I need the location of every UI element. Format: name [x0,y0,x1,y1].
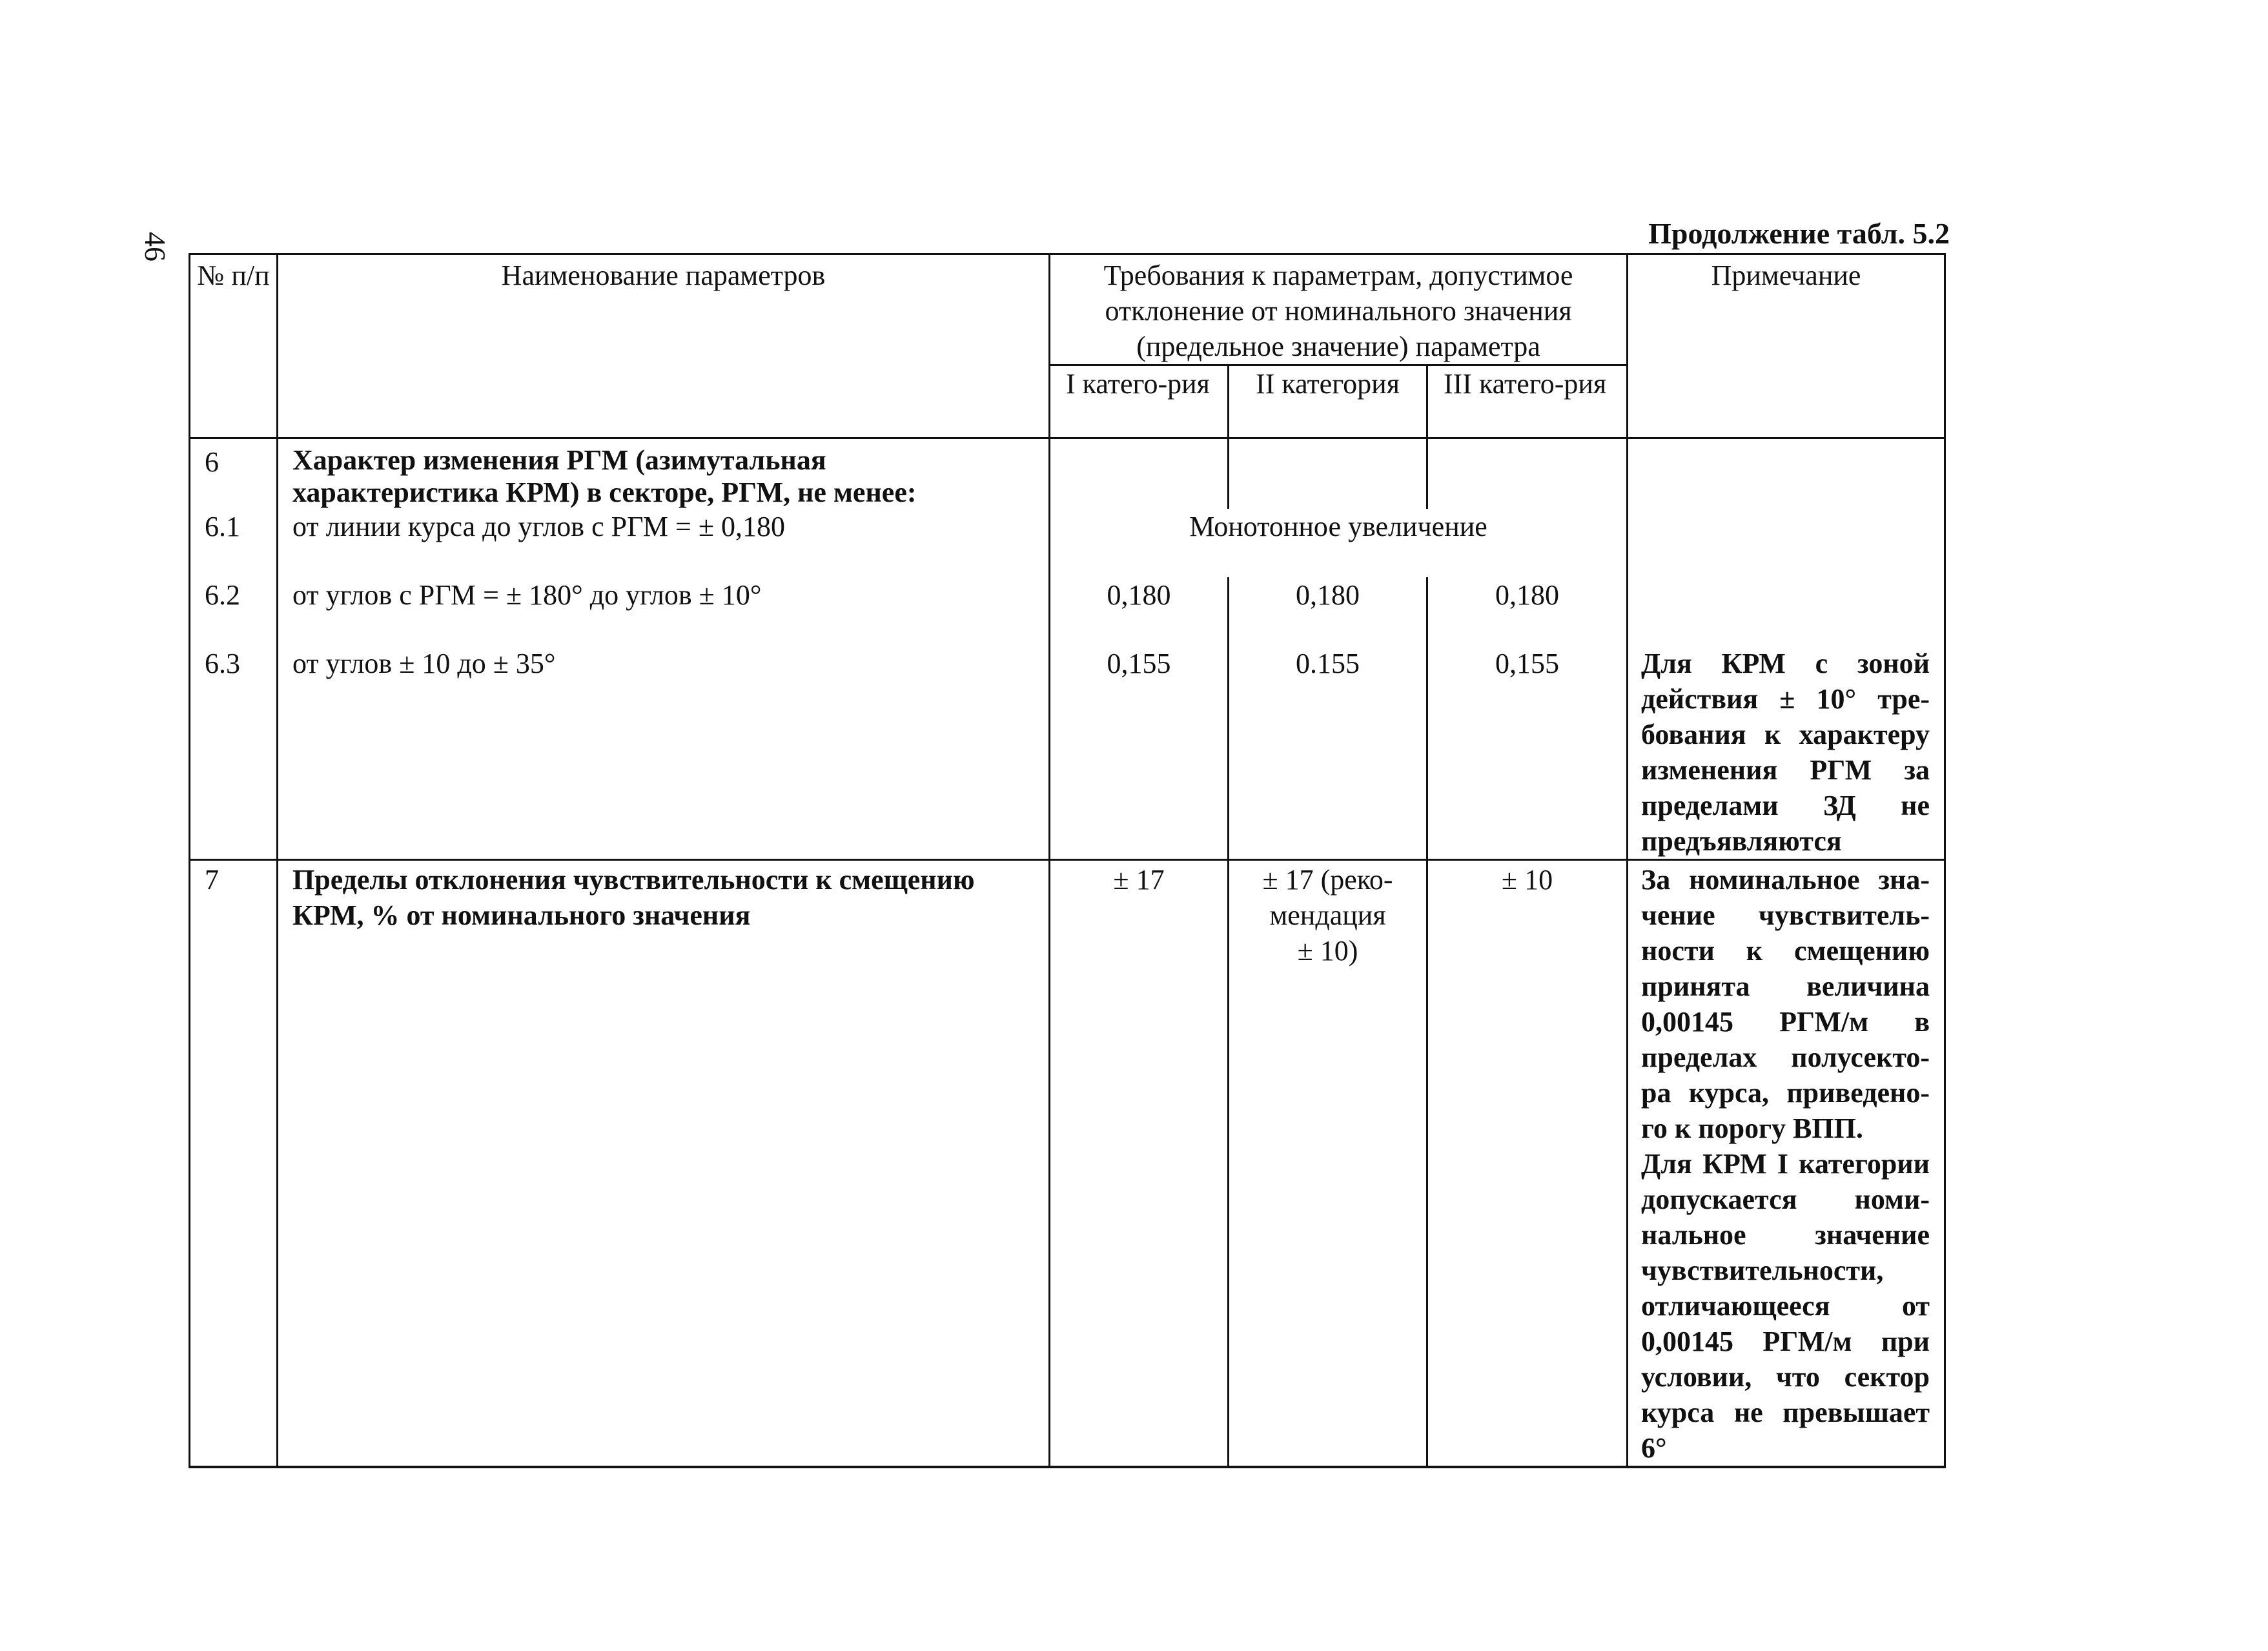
header-cat3-text: III катего-рия [1444,368,1607,400]
note-line: нальное значение [1641,1219,1930,1251]
row-6-3-note [1628,646,1945,860]
row-6-2-num: 6.2 [190,577,278,646]
row-6-name: Характер изменения РГМ (азимутальная характеристика КРМ) в секторе, РГМ, не менее: [278,438,1050,509]
note-line: 0,00145 РГМ/м при [1641,1326,1930,1357]
row-7-cat2 [1229,860,1427,1468]
row-6-2-cat1: 0,180 [1050,577,1229,646]
parameters-table [189,253,1946,1468]
row-7-num: 7 [190,860,278,1468]
header-requirements [1050,254,1628,365]
note-line: принята величина [1641,970,1930,1002]
note-line: За номинальное зна- [1641,864,1930,896]
header-cat2 [1229,365,1427,438]
note-line: 0,00145 РГМ/м в [1641,1006,1930,1038]
note-line: пределами ЗД не [1641,790,1930,821]
note-line: 6° [1641,1432,1667,1464]
row-6-1-note [1628,509,1945,577]
row-6-3-name: от углов ± 10 до ± 35° [278,646,1050,860]
table-caption: Продолжение табл. 5.2 [1648,217,1950,250]
row-6-2-note [1628,577,1945,646]
row-6-1-name: от линии курса до углов с РГМ = ± 0,180 [278,509,1050,577]
header-cat2-text: II категория [1256,368,1400,400]
row-7-cat1: ± 17 [1050,860,1229,1468]
header-note [1628,254,1945,438]
header-num-text: № п/п [197,260,270,291]
row-6-3-cat3: 0,155 [1427,646,1628,860]
note-line: Для КРМ I категории [1641,1148,1930,1180]
header-cat1 [1050,365,1229,438]
header-name [278,254,1050,438]
row-6-1-num: 6.1 [190,509,278,577]
table-row [190,577,1945,646]
note-line: чение чувствитель- [1641,899,1930,931]
cat2-line: мендация [1269,899,1386,931]
note-line: допускается номи- [1641,1184,1930,1215]
row-6-3-cat1: 0,155 [1050,646,1229,860]
table-row [190,509,1945,577]
page-number: 46 [139,232,172,261]
header-requirements-text: Требования к параметрам, допустимое отклонение от номинального значения (предельное значение) параметра [1103,260,1573,362]
row-6-2-cat3: 0,180 [1427,577,1628,646]
row-6-cat3 [1427,438,1628,509]
header-num [190,254,278,438]
note-line: чувствительности, [1641,1255,1884,1286]
row-6-1-value: Монотонное увеличение [1050,509,1628,577]
row-6-2-cat2: 0,180 [1229,577,1427,646]
table-row [190,438,1945,509]
header-cat3 [1427,365,1628,438]
note-line: пределах полусекто- [1641,1041,1930,1073]
note-line: го к порогу ВПП. [1641,1113,1863,1144]
row-6-num: 6 [190,438,278,509]
row-6-2-name: от углов с РГМ = ± 180° до углов ± 10° [278,577,1050,646]
row-7-note [1628,860,1945,1468]
table-row [190,860,1945,1468]
note-line: предъявляются [1641,825,1842,857]
row-6-cat2 [1229,438,1427,509]
note-line: отличающееся от [1641,1290,1930,1322]
header-name-text: Наименование параметров [501,260,826,291]
note-line: изменения РГМ за [1641,754,1930,786]
row-6-3-cat2: 0.155 [1229,646,1427,860]
row-7-name: Пределы отклонения чувствительности к смещению КРМ, % от номинального значения [278,860,1050,1468]
header-note-text: Примечание [1711,260,1861,291]
note-line: условии, что сектор [1641,1361,1930,1393]
header-cat1-text: I катего-рия [1066,368,1210,400]
note-line: курса не превышает [1641,1397,1930,1428]
cat2-line: ± 17 (реко- [1262,864,1393,896]
row-6-note [1628,438,1945,509]
row-6-cat1 [1050,438,1229,509]
note-line: бования к характеру [1641,719,1930,750]
row-6-3-num: 6.3 [190,646,278,860]
table-row [190,646,1945,860]
cat2-line: ± 10) [1297,935,1358,967]
note-line: действия ± 10° тре- [1641,683,1930,715]
note-line: ности к смещению [1641,935,1930,967]
row-7-cat3: ± 10 [1427,860,1628,1468]
note-line: ра курса, приведено- [1641,1077,1930,1109]
note-line: Для КРМ с зоной [1641,648,1930,679]
